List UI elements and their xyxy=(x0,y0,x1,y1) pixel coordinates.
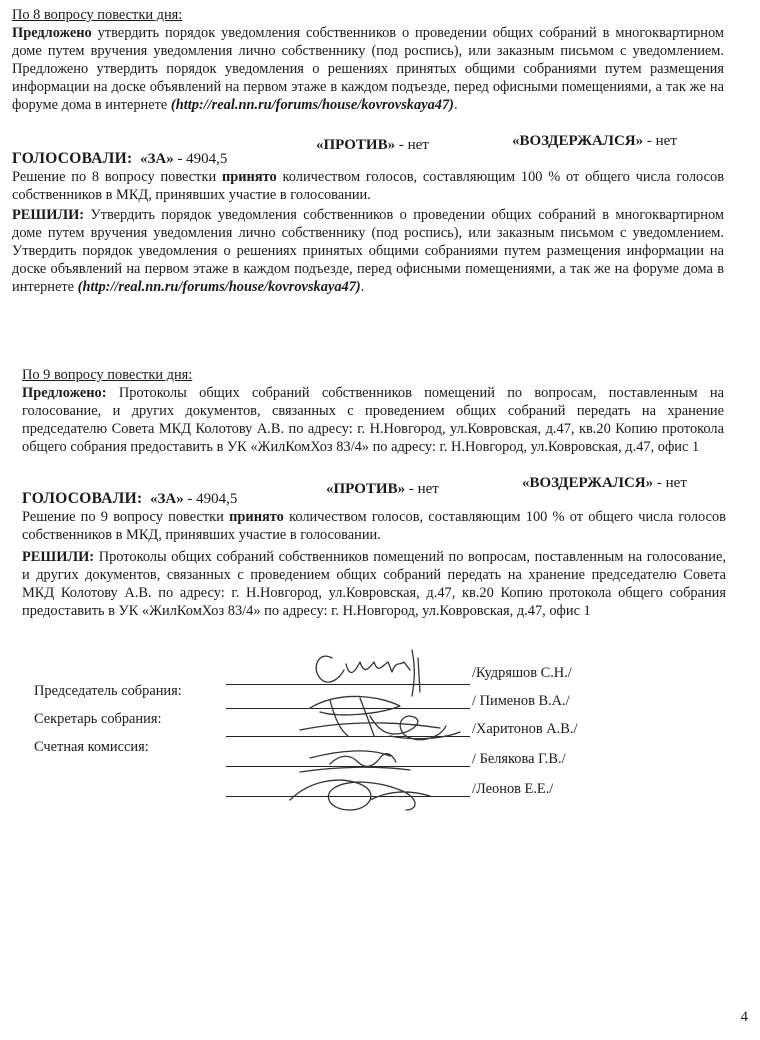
q8-decision-post: количеством голосов, составляющим 100 % от общего числа голосов собственников в МКД, принявших участие в голосовании. xyxy=(12,169,724,203)
q9-resolved-label: РЕШИЛИ: xyxy=(22,549,95,565)
q8-proposed-end: . xyxy=(453,97,458,113)
q8-vozd-value: - нет xyxy=(646,133,677,149)
q8-resolved-end: . xyxy=(360,279,365,295)
q8-decision-key: принято xyxy=(221,169,277,185)
q9-vozd-label: «ВОЗДЕРЖАЛСЯ» xyxy=(522,475,654,491)
q9-decision-post: количеством голосов, составляющим 100 % от общего числа голосов собственников в МКД, принявших участие в голосовании. xyxy=(22,509,726,543)
q8-heading: По 8 вопросу повестки дня: xyxy=(12,7,183,23)
q9-decision-key: принято xyxy=(229,509,284,525)
q8-resolution xyxy=(12,206,724,296)
commission-name-2: / Белякова Г.В./ xyxy=(472,751,566,767)
q9-vozd-value: - нет xyxy=(656,475,687,491)
q9-resolved-text: Протоколы общих собраний собственников помещений по вопросам, поставленным на голосование, и других документов, связанных с проведением общих собраний передать на хранение председателю Совета МКД Колотову А.В. по адресу: г. Н.Новгород, ул.Ковровская, д.47, кв.20 Копию протокола общего собрания предоставить в УК «ЖилКомХоз 83/4» по адресу: г. Н.Новгород, ул.Ковровская, д.47, офис 1 xyxy=(22,549,726,619)
commission-name-3: /Леонов Е.Е./ xyxy=(472,781,554,797)
q8-proposal-paragraph xyxy=(12,24,724,114)
page-number: 4 xyxy=(740,1009,748,1025)
q9-proposed-text: Протоколы общих собраний собственников помещений по вопросам, поставленным на голосование, и других документов, связанных с проведением общих собраний передать на хранение председателю Совета МКД Колотову А.В. по адресу: г. Н.Новгород, ул.Ковровская, д.47, кв.20 Копию протокола общего собрания предоставить в УК «ЖилКомХоз 83/4» по адресу: г. Н.Новгород, ул.Ковровская, д.47, офис 1 xyxy=(22,385,724,455)
q9-za-value: - 4904,5 xyxy=(187,491,238,507)
secretary-role: Секретарь собрания: xyxy=(34,711,162,727)
q9-vote-za xyxy=(22,490,237,508)
q8-protiv-value: - нет xyxy=(398,137,429,153)
q9-vote-protiv xyxy=(326,480,439,498)
q9-decision-pre: Решение по 9 вопросу повестки xyxy=(22,509,224,525)
q8-resolved-label: РЕШИЛИ: xyxy=(12,207,85,223)
q9-heading: По 9 вопросу повестки дня: xyxy=(22,367,193,383)
q8-decision xyxy=(12,168,724,204)
q9-proposal-paragraph xyxy=(12,384,724,456)
commission-name-1: /Харитонов А.В./ xyxy=(472,721,578,737)
q8-za-value: - 4904,5 xyxy=(177,151,228,167)
q8-proposed-label: Предложено xyxy=(12,25,92,41)
q9-vote-vozd xyxy=(522,474,687,492)
q8-protiv-label: «ПРОТИВ» xyxy=(316,137,396,153)
signature-kharitonov xyxy=(370,716,460,740)
q8-resolved-text: Утвердить порядок уведомления собственников о проведении общих собраний в многоквартирном доме путем вручения уведомления лично собственнику (под роспись), или заказным письмом с уведомлением. Утвердить порядок уведомления о решениях принятых общими собраниями путем размещения информации на доске объявлений на первом этаже в каждом подъезде, перед офисными помещениями, а так же на форуме дома в интернете xyxy=(12,207,724,295)
q9-proposal-section xyxy=(12,366,724,456)
q9-proposed-label: Предложено: xyxy=(22,385,107,401)
q8-decision-pre: Решение по 8 вопросу повестки xyxy=(12,169,217,185)
handwritten-signatures xyxy=(270,640,570,830)
q8-vote-vozd xyxy=(512,132,677,150)
chair-name: /Кудряшов С.Н./ xyxy=(472,665,572,681)
q9-decision xyxy=(22,508,726,544)
q8-proposal-section xyxy=(12,6,724,114)
q8-proposed-url: (http://real.nn.ru/forums/house/kovrovskaya47) xyxy=(170,97,454,113)
commission-role: Счетная комиссия: xyxy=(34,739,149,755)
q9-voted-label: ГОЛОСОВАЛИ: xyxy=(22,490,143,507)
q8-resolved-url: (http://real.nn.ru/forums/house/kovrovskaya47) xyxy=(77,279,361,295)
q9-protiv-value: - нет xyxy=(408,481,439,497)
q9-resolution xyxy=(22,548,726,620)
q8-vote-protiv xyxy=(316,136,429,154)
signature-kudryashov xyxy=(316,650,420,696)
q9-protiv-label: «ПРОТИВ» xyxy=(326,481,406,497)
q8-za-label: «ЗА» xyxy=(139,151,174,167)
signature-leonov xyxy=(290,780,430,810)
secretary-name: / Пименов В.А./ xyxy=(472,693,570,709)
q8-vote-za xyxy=(12,150,227,168)
q8-proposed-text: утвердить порядок уведомления собственников о проведении общих собраний в многоквартирном доме путем вручения уведомления лично собственнику (под роспись), или заказным письмом с уведомлением. Предложено утвердить порядок уведомления о решениях принятых общими собраниями путем размещения информации на доске объявлений на первом этаже в каждом подъезде, перед офисными помещениями, а так же на форуме дома в интернете xyxy=(12,25,724,113)
signature-belyakova xyxy=(300,751,410,772)
q9-za-label: «ЗА» xyxy=(149,491,184,507)
q8-vozd-label: «ВОЗДЕРЖАЛСЯ» xyxy=(512,133,644,149)
chair-role: Председатель собрания: xyxy=(34,683,182,699)
q8-voted-label: ГОЛОСОВАЛИ: xyxy=(12,150,133,167)
